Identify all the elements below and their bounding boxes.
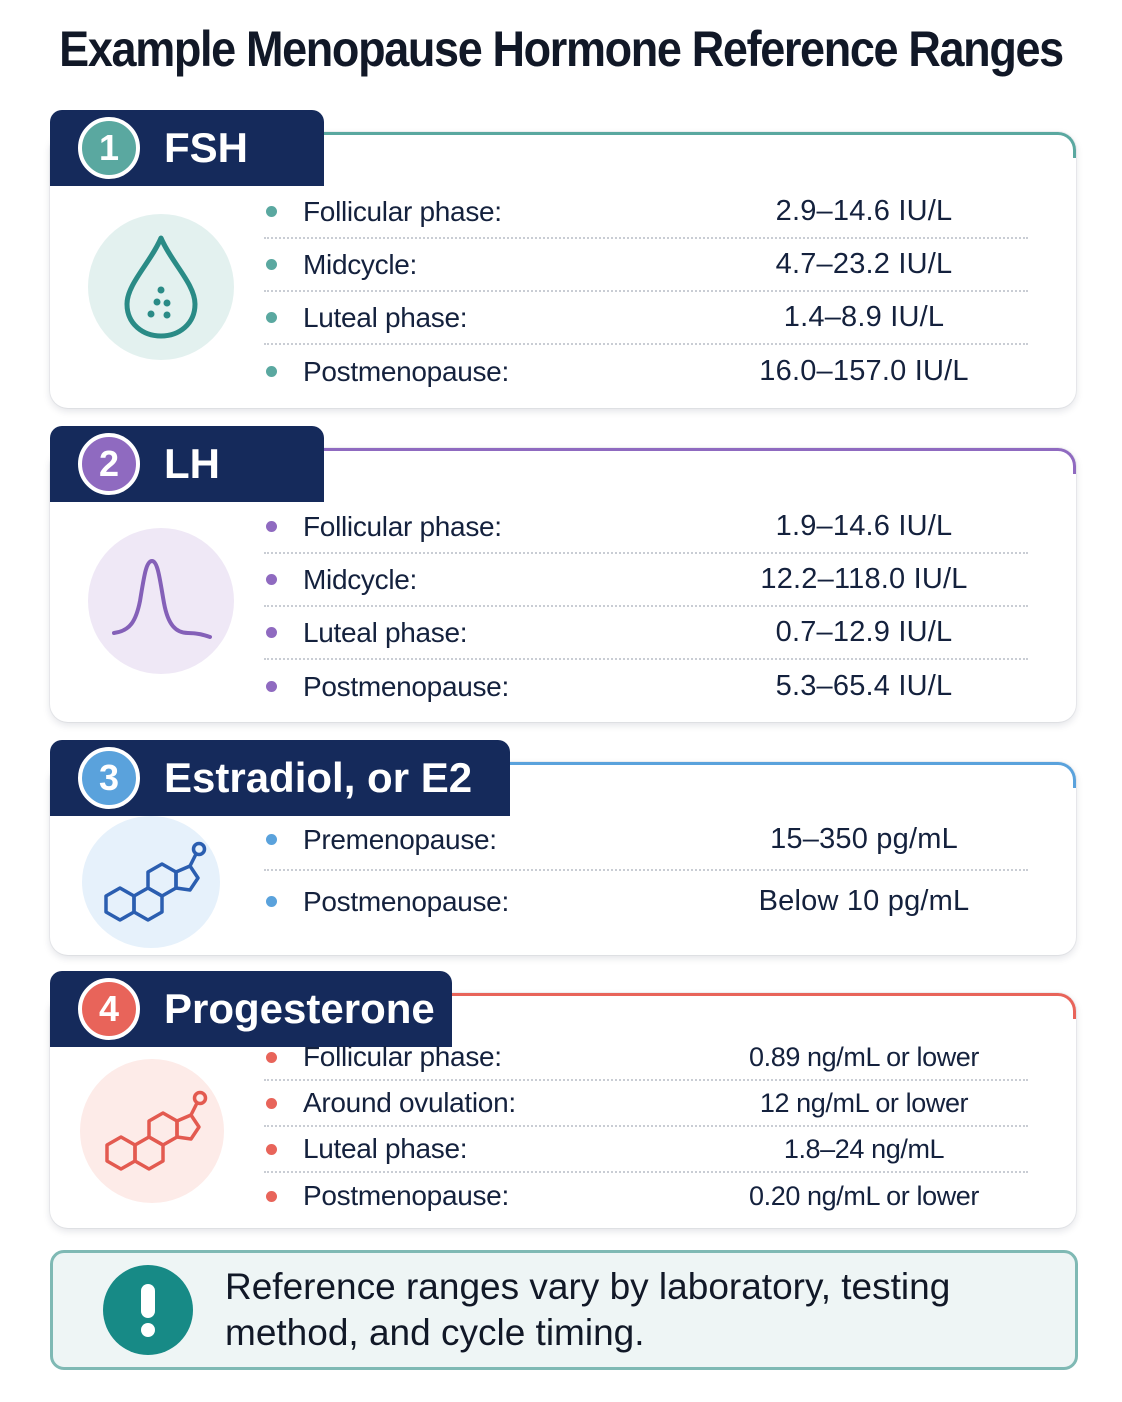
list-item [264,1035,1028,1081]
range-value: 12.2–118.0 IU/L [760,563,968,595]
lh-title: LH [164,440,220,487]
phase-label: Postmenopause: [303,1180,509,1211]
fsh-range-list [264,186,1028,398]
phase-label: Premenopause: [303,823,497,855]
phase-label: Postmenopause: [303,355,509,387]
range-value: 4.7–23.2 IU/L [775,248,953,280]
estradiol-card [50,754,1076,955]
progesterone-range-list [264,1035,1028,1219]
progesterone-card [50,985,1076,1228]
fsh-number-badge: 1 [78,117,140,179]
bullet-dot [266,521,277,532]
bullet-dot [266,259,277,270]
range-value: 2.9–14.6 IU/L [775,195,953,227]
phase-label: Luteal phase: [303,301,468,333]
phase-label: Follicular phase: [303,195,502,227]
fsh-card [50,124,1076,408]
blood-drop-icon [88,214,234,360]
range-value: 15–350 pg/mL [770,823,958,855]
list-item [264,345,1028,398]
list-item [264,501,1028,554]
page-title: Example Menopause Hormone Reference Ranges [59,21,1063,77]
range-value: 1.4–8.9 IU/L [783,301,945,333]
bullet-dot [266,312,277,323]
bullet-dot [266,1191,277,1202]
list-item [264,292,1028,345]
lh-number-badge: 2 [78,433,140,495]
range-value: 16.0–157.0 IU/L [759,355,969,387]
range-value: 12 ng/mL or lower [759,1087,969,1118]
progesterone-number-badge: 4 [78,978,140,1040]
fsh-title: FSH [164,124,248,171]
list-item [264,239,1028,292]
fsh-header [50,110,324,186]
disclaimer-text: Reference ranges vary by laboratory, testing method, and cycle timing. [225,1266,951,1353]
list-item [264,810,1028,871]
range-value: 5.3–65.4 IU/L [775,670,953,702]
exclamation-icon [103,1265,193,1355]
list-item [264,1173,1028,1219]
range-value: Below 10 pg/mL [758,885,970,917]
list-item [264,660,1028,713]
steroid-molecule-icon [80,1059,224,1203]
phase-label: Midcycle: [303,563,417,595]
list-item [264,1081,1028,1127]
list-item [264,186,1028,239]
lh-card [50,440,1076,722]
progesterone-accent-line [450,993,1076,1019]
list-item [264,871,1028,932]
lh-accent-line [322,448,1076,474]
bullet-dot [266,834,277,845]
phase-label: Around ovulation: [303,1087,516,1118]
bullet-dot [266,574,277,585]
bullet-dot [266,206,277,217]
peak-curve-icon [88,528,234,674]
phase-label: Luteal phase: [303,1133,468,1164]
phase-label: Postmenopause: [303,885,509,917]
phase-label: Follicular phase: [303,510,502,542]
list-item [264,554,1028,607]
fsh-accent-line [322,132,1076,158]
range-value: 0.20 ng/mL or lower [748,1180,980,1211]
range-value: 0.7–12.9 IU/L [775,616,953,648]
range-value: 0.89 ng/mL or lower [748,1041,980,1072]
phase-label: Follicular phase: [303,1041,502,1072]
phase-label: Postmenopause: [303,670,509,702]
progesterone-title: Progesterone [164,985,435,1032]
list-item [264,607,1028,660]
estradiol-range-list [264,810,1028,932]
list-item [264,1127,1028,1173]
range-value: 1.9–14.6 IU/L [775,510,953,542]
bullet-dot [266,896,277,907]
lh-range-list [264,501,1028,713]
phase-label: Luteal phase: [303,616,468,648]
phase-label: Midcycle: [303,248,417,280]
steroid-molecule-icon [82,816,220,948]
estradiol-header [50,740,510,816]
bullet-dot [266,366,277,377]
lh-header [50,426,324,502]
disclaimer-note [50,1250,1078,1370]
bullet-dot [266,681,277,692]
estradiol-number-badge: 3 [78,747,140,809]
bullet-dot [266,1052,277,1063]
bullet-dot [266,1098,277,1109]
bullet-dot [266,627,277,638]
bullet-dot [266,1144,277,1155]
estradiol-accent-line [508,762,1076,788]
range-value: 1.8–24 ng/mL [783,1133,945,1164]
estradiol-title: Estradiol, or E2 [164,754,473,801]
